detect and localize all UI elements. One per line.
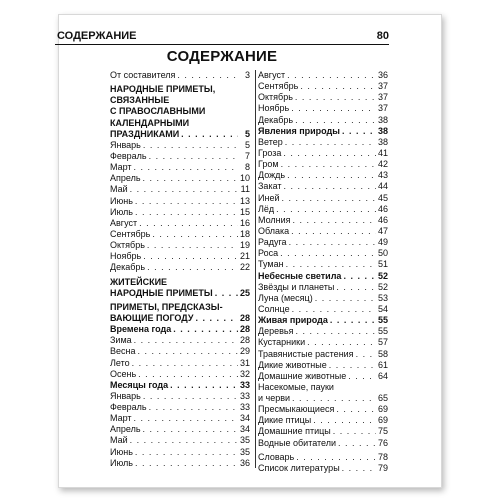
- toc-entry-title: Туман: [258, 259, 284, 270]
- toc-entry-page: 46: [377, 214, 388, 225]
- toc-entry: [258, 248, 388, 259]
- toc-entry-page: 51: [377, 259, 388, 270]
- toc-leader-dots: [289, 237, 376, 248]
- column-divider: [255, 70, 256, 468]
- toc-entry-title: Осень: [110, 368, 137, 379]
- toc-entry-title: Сентябрь: [258, 81, 299, 92]
- toc-entry-title: Радуга: [258, 237, 287, 248]
- toc-leader-dots: [147, 240, 238, 251]
- toc-entry-title: Гроза: [258, 147, 282, 158]
- toc-entry-page: 28: [239, 335, 250, 346]
- toc-entry-page: 16: [239, 217, 250, 228]
- toc-entry-title: Март: [110, 162, 132, 173]
- toc-leader-dots: [287, 70, 376, 81]
- toc-leader-dots: [181, 129, 238, 140]
- toc-entry: [258, 326, 388, 337]
- toc-entry-page: 3: [244, 69, 250, 80]
- toc-entry: [258, 282, 388, 293]
- toc-entry-page: 54: [377, 303, 388, 314]
- toc-leader-dots: [295, 115, 376, 126]
- toc-entry-page: 38: [377, 114, 388, 125]
- toc-leader-dots: [292, 304, 376, 315]
- toc-entry-page: 21: [239, 251, 250, 262]
- toc-leader-dots: [135, 196, 238, 207]
- toc-entry-title: Травянистые растения: [258, 348, 354, 359]
- toc-leader-dots: [139, 218, 238, 229]
- toc-entry-page: 64: [377, 370, 388, 381]
- toc-leader-dots: [132, 358, 238, 369]
- toc-entry-page: 55: [377, 326, 388, 337]
- toc-leader-dots: [342, 126, 376, 137]
- toc-entry-title: Роса: [258, 248, 279, 259]
- toc-entry-title: НАРОДНЫЕ ПРИМЕТЫ: [110, 287, 213, 298]
- running-head-title: СОДЕРЖАНИЕ: [57, 30, 137, 42]
- toc-entry-title: Май: [110, 435, 128, 446]
- toc-entry: [258, 427, 388, 438]
- toc-entry-title: Ветер: [258, 136, 283, 147]
- toc-entry-page: 79: [377, 462, 388, 473]
- toc-entry-title: Зима: [110, 335, 132, 346]
- toc-leader-dots: [143, 140, 238, 151]
- toc-leader-dots: [134, 413, 238, 424]
- toc-leader-dots: [177, 70, 238, 81]
- toc-entry: [258, 271, 388, 282]
- toc-entry-title: Водные обитатели: [258, 437, 337, 448]
- toc-leader-dots: [295, 92, 376, 103]
- toc-entry-page: 46: [377, 203, 388, 214]
- header-rule: [55, 44, 389, 45]
- toc-entry-title: Июль: [110, 457, 133, 468]
- toc-entry-page: 52: [377, 281, 388, 292]
- toc-leader-dots: [276, 204, 376, 215]
- toc-entry: [110, 70, 250, 81]
- toc-entry-title: Закат: [258, 181, 282, 192]
- toc-leader-dots: [307, 337, 376, 348]
- toc-entry-title: Звёзды и планеты: [258, 281, 335, 292]
- toc-entry: [258, 81, 388, 92]
- toc-entry: [258, 137, 388, 148]
- toc-entry: [258, 404, 388, 415]
- toc-entry-title: Пресмыкающиеся: [258, 404, 335, 415]
- toc-entry-title: Домашние животные: [258, 370, 347, 381]
- toc-entry-title: Гром: [258, 159, 279, 170]
- toc-entry-title: ВАЮЩИЕ ПОГОДУ: [110, 312, 194, 323]
- toc-entry: [258, 293, 388, 304]
- toc-entry: [110, 302, 250, 313]
- toc-entry: [258, 126, 388, 137]
- toc-entry-title: Июнь: [110, 446, 133, 457]
- toc-entry-title: Декабрь: [258, 114, 294, 125]
- toc-leader-dots: [348, 371, 376, 382]
- toc-entry: [110, 140, 250, 151]
- toc-leader-dots: [134, 335, 238, 346]
- toc-leader-dots: [143, 251, 238, 262]
- toc-entry: [258, 148, 388, 159]
- toc-entry-title: НАРОДНЫЕ ПРИМЕТЫ,: [110, 84, 216, 95]
- toc-entry-title: Дикие птицы: [258, 415, 312, 426]
- toc-entry-title: ЖИТЕЙСКИЕ: [110, 276, 168, 287]
- toc-entry-title: Апрель: [110, 424, 141, 435]
- toc-entry-page: 8: [244, 162, 250, 173]
- page-title: СОДЕРЖАНИЕ: [166, 48, 278, 65]
- toc-entry-page: 35: [239, 435, 250, 446]
- toc-entry: [110, 106, 250, 117]
- toc-entry-title: Октябрь: [110, 240, 145, 251]
- toc-leader-dots: [130, 435, 238, 446]
- toc-leader-dots: [291, 103, 376, 114]
- toc-entry-title: ПРАЗДНИКАМИ: [110, 128, 180, 139]
- toc-entry-title: Август: [258, 69, 286, 80]
- toc-entry: [110, 207, 250, 218]
- toc-entry-title: Молния: [258, 214, 291, 225]
- toc-entry-page: 65: [377, 393, 388, 404]
- toc-entry-page: 34: [239, 413, 250, 424]
- toc-leader-dots: [130, 184, 238, 195]
- toc-entry-title: Июнь: [110, 195, 133, 206]
- toc-leader-dots: [286, 259, 376, 270]
- toc-leader-dots: [280, 248, 376, 259]
- toc-leader-dots: [291, 226, 376, 237]
- toc-leader-dots: [285, 137, 376, 148]
- toc-entry-title: Ноябрь: [258, 103, 290, 114]
- toc-leader-dots: [281, 193, 376, 204]
- toc-entry: [258, 438, 388, 449]
- toc-entry: [110, 162, 250, 173]
- toc-entry-page: 58: [377, 348, 388, 359]
- toc-entry: [258, 393, 388, 404]
- toc-entry: [258, 193, 388, 204]
- toc-entry: [110, 218, 250, 229]
- toc-entry-page: 36: [239, 457, 250, 468]
- toc-entry: [110, 229, 250, 240]
- toc-entry-title: Май: [110, 184, 128, 195]
- toc-entry: [258, 204, 388, 215]
- toc-entry-title: Февраль: [110, 402, 147, 413]
- toc-leader-dots: [336, 404, 376, 415]
- toc-entry-page: 52: [377, 270, 388, 281]
- toc-entry: [110, 251, 250, 262]
- toc-entry: [110, 288, 250, 299]
- toc-entry-page: 61: [377, 359, 388, 370]
- toc-entry-title: СВЯЗАННЫЕ: [110, 95, 170, 106]
- toc-entry-page: 28: [239, 312, 250, 323]
- toc-leader-dots: [292, 393, 376, 404]
- toc-entry: [110, 369, 250, 380]
- toc-entry: [258, 159, 388, 170]
- toc-entry-title: Весна: [110, 346, 136, 357]
- toc-leader-dots: [143, 391, 238, 402]
- toc-entry-title: и черви: [258, 393, 291, 404]
- toc-entry-page: 43: [377, 170, 388, 181]
- toc-entry-title: От составителя: [110, 69, 176, 80]
- toc-entry-page: 38: [377, 136, 388, 147]
- toc-leader-dots: [195, 313, 238, 324]
- toc-entry-title: Дикие животные: [258, 359, 327, 370]
- toc-entry-page: 32: [239, 368, 250, 379]
- toc-entry: [110, 262, 250, 273]
- toc-entry-title: Явления природы: [258, 125, 340, 136]
- toc-entry-page: 44: [377, 181, 388, 192]
- toc-entry: [110, 95, 250, 106]
- toc-entry-title: ПРИМЕТЫ, ПРЕДСКАЗЫ-: [110, 301, 223, 312]
- toc-entry: [258, 115, 388, 126]
- toc-entry-page: 13: [239, 195, 250, 206]
- toc-entry-title: Времена года: [110, 324, 172, 335]
- toc-leader-dots: [143, 173, 238, 184]
- toc-entry-page: 33: [239, 402, 250, 413]
- toc-entry-title: Деревья: [258, 326, 294, 337]
- toc-entry: [258, 337, 388, 348]
- toc-entry-page: 37: [377, 92, 388, 103]
- toc-entry: [258, 70, 388, 81]
- toc-entry: [110, 277, 250, 288]
- toc-entry: [258, 360, 388, 371]
- toc-entry: [258, 181, 388, 192]
- toc-entry: [258, 92, 388, 103]
- toc-entry-page: 5: [244, 139, 250, 150]
- toc-entry-page: 57: [377, 337, 388, 348]
- toc-leader-dots: [343, 271, 376, 282]
- toc-entry: [110, 458, 250, 469]
- toc-entry-page: 42: [377, 159, 388, 170]
- toc-entry: [110, 335, 250, 346]
- toc-entry: [110, 324, 250, 335]
- toc-entry: [110, 196, 250, 207]
- toc-leader-dots: [296, 452, 376, 463]
- toc-leader-dots: [149, 402, 238, 413]
- toc-entry-page: 15: [239, 206, 250, 217]
- toc-entry-page: 31: [239, 357, 250, 368]
- toc-entry-page: 78: [377, 451, 388, 462]
- toc-entry-title: Дождь: [258, 170, 286, 181]
- toc-entry-page: 69: [377, 404, 388, 415]
- toc-entry-page: 18: [239, 228, 250, 239]
- toc-entry-title: Солнце: [258, 303, 290, 314]
- toc-left-column: [110, 70, 250, 469]
- toc-leader-dots: [170, 380, 238, 391]
- toc-leader-dots: [147, 262, 238, 273]
- toc-entry: [258, 463, 388, 474]
- toc-leader-dots: [283, 148, 376, 159]
- toc-leader-dots: [287, 170, 376, 181]
- toc-leader-dots: [336, 282, 376, 293]
- toc-entry: [258, 237, 388, 248]
- toc-entry-title: Небесные светила: [258, 270, 342, 281]
- toc-entry-page: 33: [239, 390, 250, 401]
- toc-leader-dots: [281, 159, 376, 170]
- toc-entry-title: Насекомые, пауки: [258, 381, 334, 392]
- toc-entry: [258, 452, 388, 463]
- toc-leader-dots: [293, 215, 376, 226]
- toc-entry: [110, 358, 250, 369]
- toc-leader-dots: [338, 438, 376, 449]
- toc-leader-dots: [137, 346, 238, 357]
- toc-entry: [258, 349, 388, 360]
- toc-entry-title: Домашние птицы: [258, 426, 331, 437]
- toc-entry-page: 50: [377, 248, 388, 259]
- toc-leader-dots: [284, 181, 376, 192]
- toc-leader-dots: [152, 229, 238, 240]
- toc-entry-title: С ПРАВОСЛАВНЫМИ: [110, 106, 206, 117]
- toc-entry: [110, 424, 250, 435]
- toc-entry-title: Луна (месяц): [258, 292, 313, 303]
- toc-entry: [258, 382, 388, 393]
- toc-leader-dots: [135, 207, 238, 218]
- toc-entry-page: 28: [239, 324, 250, 335]
- toc-entry: [258, 170, 388, 181]
- toc-leader-dots: [333, 426, 376, 437]
- toc-entry-page: 5: [244, 128, 250, 139]
- toc-entry-page: 11: [240, 184, 250, 195]
- toc-entry-page: 19: [239, 240, 250, 251]
- toc-entry: [258, 103, 388, 114]
- toc-entry: [258, 304, 388, 315]
- toc-entry-title: Облака: [258, 225, 290, 236]
- toc-entry-page: 7: [244, 150, 250, 161]
- toc-entry-title: Месяцы года: [110, 379, 169, 390]
- toc-leader-dots: [330, 315, 376, 326]
- toc-entry-title: Апрель: [110, 173, 141, 184]
- toc-entry-title: Список литературы: [258, 462, 340, 473]
- toc-leader-dots: [143, 424, 238, 435]
- toc-entry: [110, 84, 250, 95]
- toc-entry: [110, 402, 250, 413]
- toc-entry-title: Лёд: [258, 203, 275, 214]
- toc-entry-page: 69: [377, 415, 388, 426]
- toc-entry-page: 29: [239, 346, 250, 357]
- toc-entry-page: 37: [377, 81, 388, 92]
- toc-entry-title: Ноябрь: [110, 251, 142, 262]
- toc-entry: [258, 259, 388, 270]
- toc-entry-page: 22: [239, 262, 250, 273]
- toc-entry-title: Сентябрь: [110, 228, 151, 239]
- toc-entry-page: 25: [239, 287, 250, 298]
- toc-entry-title: Октябрь: [258, 92, 293, 103]
- toc-leader-dots: [149, 151, 238, 162]
- toc-entry: [258, 315, 388, 326]
- toc-entry: [110, 346, 250, 357]
- toc-leader-dots: [135, 458, 238, 469]
- toc-entry-title: Июль: [110, 206, 133, 217]
- toc-leader-dots: [135, 447, 238, 458]
- toc-entry-page: 36: [377, 69, 388, 80]
- toc-entry-page: 45: [377, 192, 388, 203]
- toc-entry-title: Иней: [258, 192, 280, 203]
- toc-entry-page: 37: [377, 103, 388, 114]
- toc-entry-title: Март: [110, 413, 132, 424]
- toc-leader-dots: [138, 369, 238, 380]
- toc-entry-page: 33: [239, 379, 250, 390]
- toc-leader-dots: [134, 162, 238, 173]
- toc-entry: [110, 129, 250, 140]
- toc-right-column: [258, 70, 388, 474]
- toc-entry-title: Словарь: [258, 451, 295, 462]
- toc-entry: [110, 313, 250, 324]
- toc-entry: [110, 240, 250, 251]
- toc-entry: [110, 391, 250, 402]
- toc-leader-dots: [173, 324, 238, 335]
- toc-entry-page: 41: [377, 147, 388, 158]
- toc-entry: [110, 173, 250, 184]
- toc-leader-dots: [315, 293, 376, 304]
- toc-entry: [110, 447, 250, 458]
- toc-entry-page: 75: [377, 426, 388, 437]
- toc-leader-dots: [342, 463, 376, 474]
- toc-entry-page: 35: [239, 446, 250, 457]
- toc-entry: [258, 215, 388, 226]
- toc-leader-dots: [295, 326, 376, 337]
- page-number: 80: [376, 30, 389, 42]
- toc-entry: [110, 380, 250, 391]
- toc-entry-page: 10: [239, 173, 250, 184]
- toc-entry: [110, 118, 250, 129]
- toc-entry-page: 53: [377, 292, 388, 303]
- toc-entry: [110, 151, 250, 162]
- toc-leader-dots: [356, 349, 376, 360]
- toc-entry: [258, 415, 388, 426]
- toc-leader-dots: [329, 360, 376, 371]
- toc-entry-title: КАЛЕНДАРНЫМИ: [110, 117, 190, 128]
- toc-entry-page: 49: [377, 237, 388, 248]
- toc-entry-page: 47: [377, 225, 388, 236]
- toc-leader-dots: [313, 415, 376, 426]
- toc-entry-page: 55: [377, 315, 388, 326]
- toc-entry-title: Лето: [110, 357, 130, 368]
- toc-entry-title: Декабрь: [110, 262, 146, 273]
- toc-leader-dots: [215, 288, 238, 299]
- toc-entry-title: Август: [110, 217, 138, 228]
- toc-entry-page: 76: [377, 437, 388, 448]
- toc-entry-page: 34: [239, 424, 250, 435]
- toc-entry-title: Январь: [110, 139, 141, 150]
- toc-entry: [258, 226, 388, 237]
- toc-entry-title: Январь: [110, 390, 141, 401]
- toc-entry-title: Кустарники: [258, 337, 306, 348]
- toc-entry-title: Живая природа: [258, 315, 328, 326]
- toc-entry-title: Февраль: [110, 150, 147, 161]
- toc-entry: [110, 413, 250, 424]
- toc-entry-page: 38: [377, 125, 388, 136]
- toc-entry: [258, 371, 388, 382]
- toc-entry: [110, 436, 250, 447]
- toc-entry: [110, 184, 250, 195]
- toc-leader-dots: [300, 81, 376, 92]
